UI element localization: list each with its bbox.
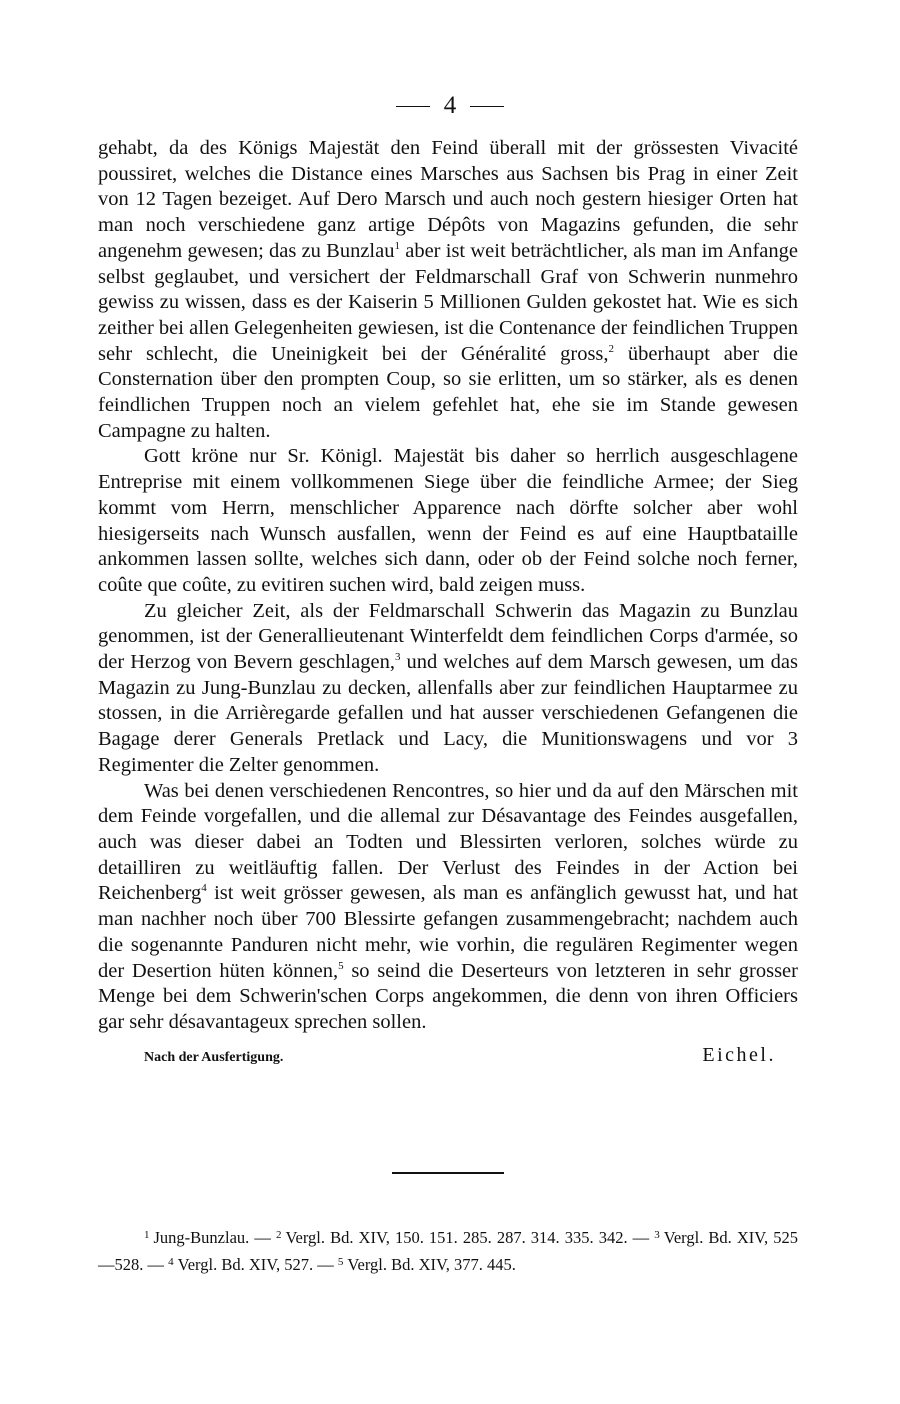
paragraph-text: überhaupt aber die Consternation über den prompten Coup, so sie erlitten, um so stärker, als es denen feindlichen Truppen noch an vielem gefehlet hat, ehe sie im Stande gewesen Campagne zu halten. [98,342,799,442]
page-header [0,92,900,120]
paragraph-text: und welches auf dem Marsch gewesen, um das Magazin zu Jung-Bunzlau zu decken, allenfalls aber zur feindlichen Hauptarmee zu stossen, in die Arrièregarde gefallen und hat ausser verschiedenen Gefangenen die Bagage derer Generals Pretlack und Lacy, die Munitionswagens und vor 3 Regimenter die Zelter genommen. [98,651,798,776]
paragraph-text: aber ist weit beträchtlicher, als man im Anfange selbst geglaubet, und versichert der Feldmarschall Graf von Schwerin nunmehro gewiss zu wissen, dass es der Kaiserin 5 Millionen Gulden gekostet hat. Wie es sich zeither bei allen Gelegenheiten gewiesen, ist die Contenance der feindlichen Truppen sehr schlecht, die Uneinigkeit bei der Généralité gross, [98,239,798,365]
footnote [144,1228,271,1247]
footnote-marker: 2 [608,342,615,355]
paragraph [98,136,798,444]
paragraph-text: gehabt, da des Königs Majestät den Feind überall mit der grössesten Vivacité poussiret, welches die Distance eines Marsches aus Sachsen bis Prag in einer Zeit von 12 Tagen bezeiget. Auf Dero Marsch und auch noch gestern hiesiger Orten hat man noch verschiedene ganz artige Dépôts von Magazins gefunden, die sehr angenehm gewesen; das zu Bunzlau [98,137,798,262]
footnote-text: Vergl. Bd. XIV, 377. 445. [347,1255,516,1274]
paragraph [98,779,798,1036]
footnote-number: 3 [654,1229,660,1241]
footnote [276,1228,649,1247]
footnote-text: Vergl. Bd. XIV, 527. — [177,1255,334,1274]
footnote-marker: 1 [394,239,400,252]
footnote-text: Vergl. Bd. XIV, 150. 151. 285. 287. 314. 335. 342. — [285,1228,650,1247]
footnote [168,1255,334,1274]
footnote-number: 2 [275,1229,282,1241]
footnote-marker: 4 [201,882,207,895]
main-text [98,136,798,1070]
paragraph-text: ist weit grösser gewesen, als man es anfänglich gewusst hat, und hat man nachher noch über 700 Blessirte gefangen zusammengebracht; nachdem auch die sogenannte Panduren nicht mehr, wie vorhin, die regulären Regimenter wegen der Desertion hüten können, [98,882,798,982]
header-rule-right [470,106,504,107]
footnote-marker: 5 [338,959,344,972]
footnote-number: 4 [168,1256,174,1268]
paragraph-text: Zu gleicher Zeit, als der Feldmarschall Schwerin das Magazin zu Bunzlau genommen, ist der Generallieutenant Winterfeldt dem feindlichen Corps d'armée, so der Herzog von Bevern geschlagen, [98,599,798,674]
source-note: Nach der Ausfertigung. [144,1049,284,1065]
paragraph [98,599,798,779]
signature-line [98,1042,798,1070]
footnote [338,1255,516,1274]
footnote-divider [392,1172,504,1174]
paragraph [98,444,798,598]
paragraph-text: Gott kröne nur Sr. Königl. Majestät bis daher so herrlich ausgeschlagene Entreprise mit einem vollkommenen Siege über die feindliche Armee; der Sieg kommt vom Herrn, menschlicher Apparence nach dörfte solcher aber wohl hiesigerseits nach Wunsch ausfallen, wenn der Feind es auf eine Hauptbataille ankommen lassen sollte, welches sich dann, oder ob der Feind solche noch ferner, coûte que coûte, zu evitiren suchen wird, bald zeigen muss. [98,445,798,596]
paragraph-text: Was bei denen verschiedenen Rencontres, so hier und da auf den Märschen mit dem Feinde vorgefallen, und die allemal zur Désavantage des Feindes ausgefallen, auch was dieser dabei an Todten und Blessirten verloren, solches würde zu detailliren zu weitläuftig fallen. Der Verlust des Feindes in der Action bei Reichenberg [98,779,798,905]
footnote-number: 1 [144,1229,150,1241]
header-rule-left [396,106,430,107]
paragraph-text: so seind die Deserteurs von letzteren in sehr grosser Menge bei dem Schwerin'schen Corps angekommen, die denn von ihren Officiers gar sehr désavantageux sprechen sollen. [98,959,798,1033]
footnote-text: Jung-Bunzlau. — [153,1228,271,1247]
footnote-number: 5 [337,1256,344,1268]
signature: Eichel. [702,1043,776,1066]
footnote-marker: 3 [394,651,401,664]
footnotes [98,1223,798,1277]
footnote-text: Vergl. Bd. XIV, 525—528. — [98,1228,799,1274]
page-number: 4 [443,92,457,119]
